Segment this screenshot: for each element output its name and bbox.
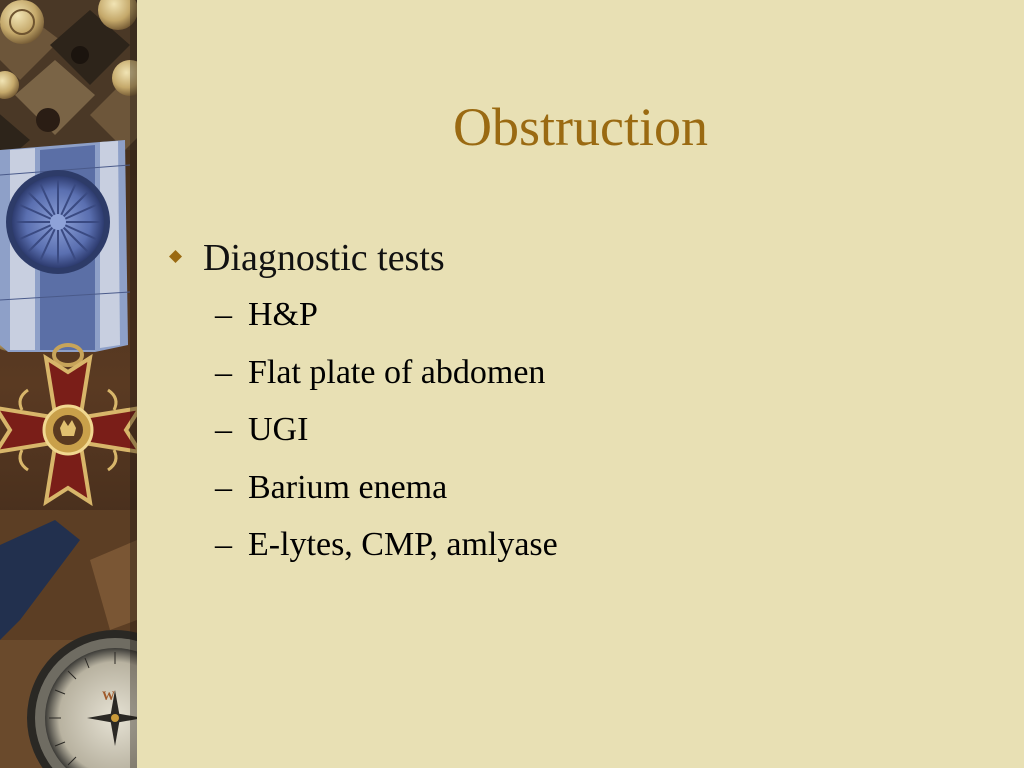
slide-title [137, 92, 1024, 162]
bullet-text: Diagnostic tests [203, 237, 445, 279]
sub-bullet-text: Barium enema [248, 468, 448, 506]
sub-bullet-text: E-lytes, CMP, amlyase [248, 526, 558, 563]
sub-bullet-text: Flat plate of abdomen [248, 353, 546, 391]
medals-illustration [0, 0, 137, 768]
sub-bullet-item [165, 286, 985, 344]
slide-title-text: Obstruction [453, 97, 708, 157]
sub-bullet-item [165, 344, 985, 402]
sub-bullet-list [165, 286, 985, 574]
sub-bullet-text: UGI [248, 411, 309, 448]
dash-marker: – [215, 411, 232, 448]
svg-text:W: W [102, 688, 115, 703]
bullet-item [165, 230, 985, 286]
decorative-image-strip [0, 0, 137, 768]
dash-marker: – [215, 526, 232, 563]
ribbon-rosette [6, 170, 110, 274]
dash-marker: – [215, 353, 232, 391]
slide-content [165, 230, 985, 574]
dash-marker: – [215, 296, 232, 333]
dash-marker: – [215, 468, 232, 506]
sub-bullet-item [165, 401, 985, 459]
sub-bullet-text: H&P [248, 296, 318, 333]
diamond-icon [169, 250, 182, 263]
sub-bullet-item [165, 459, 985, 517]
sub-bullet-item [165, 516, 985, 574]
